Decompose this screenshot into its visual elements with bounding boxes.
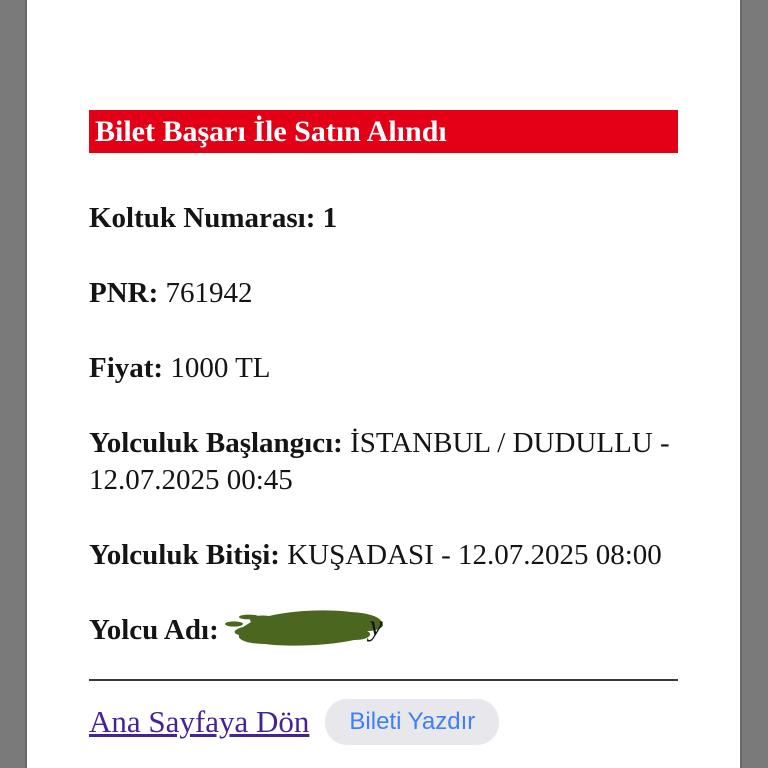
home-link[interactable]: Ana Sayfaya Dön: [89, 704, 310, 740]
price-label: Fiyat:: [89, 352, 164, 384]
journey-end-value: KUŞADASI - 12.07.2025 08:00: [287, 539, 662, 571]
passenger-name-label: Yolcu Adı:: [89, 614, 219, 646]
seat-number-row: [89, 200, 678, 237]
journey-end-label: Yolculuk Bitişi:: [89, 539, 280, 571]
journey-start-row: [89, 425, 678, 499]
pnr-label: PNR:: [89, 277, 159, 309]
price-row: [89, 350, 678, 387]
passenger-name-row: [89, 609, 678, 649]
print-ticket-button[interactable]: Bileti Yazdır: [325, 699, 499, 745]
divider: [89, 679, 678, 681]
journey-end-row: [89, 537, 678, 574]
redaction-scribble-icon: [221, 607, 387, 649]
pnr-value: 761942: [165, 277, 253, 309]
ticket-confirmation-page: [27, 0, 740, 768]
left-gutter: [0, 0, 27, 768]
price-value: 1000 TL: [170, 352, 271, 384]
success-banner: [89, 110, 678, 153]
passenger-name-redacted: [221, 607, 387, 649]
seat-number-label: Koltuk Numarası:: [89, 202, 316, 234]
journey-start-value: İSTANBUL / DUDULLU - 12.07.2025 00:45: [89, 427, 670, 496]
pnr-row: [89, 275, 678, 312]
success-banner-title: Bilet Başarı İle Satın Alındı: [95, 115, 447, 148]
right-gutter: [740, 0, 768, 768]
page-content: [27, 110, 740, 745]
footer-actions: [89, 699, 678, 745]
journey-start-label: Yolculuk Başlangıcı:: [89, 427, 343, 459]
passenger-name-remnant: y: [369, 609, 383, 643]
seat-number-value: 1: [322, 202, 338, 234]
